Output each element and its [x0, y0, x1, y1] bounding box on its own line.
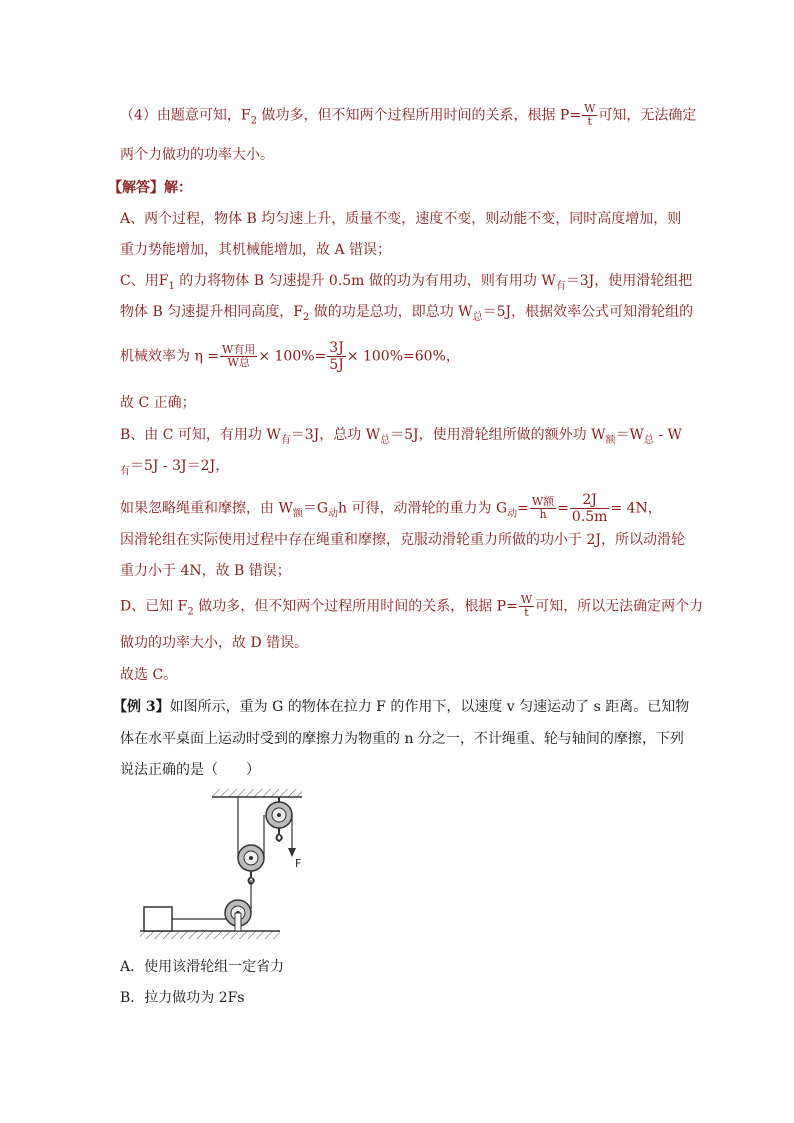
- option-d-line1: D、已知 $F_2$ 做功多，但不知两个过程所用时间的关系，根据 P= $\frac{W}{t}$ 可知，所以无法确定两个力: [120, 593, 704, 619]
- option-c-line4: 故 C 正确；: [120, 395, 196, 411]
- p4-line2: 两个力做功的功率大小。: [120, 147, 274, 163]
- answer-tag: 【解答】解：: [108, 180, 192, 196]
- p4-line1: （4）由题意可知，$F_2$ 做功多，但不知两个过程所用时间的关系，根据 P= $\frac{W}{t}$ 可知，无法确定: [120, 102, 697, 128]
- option-a-line2: 重力势能增加，其机械能增加，故 A 错误；: [120, 242, 392, 258]
- choice-a: A．使用该滑轮组一定省力: [120, 959, 285, 975]
- example3-line1: 【例 3】如图所示，重为 G 的物体在拉力 F 的作用下，以速度 v 匀速运动了 s 距离。已知物: [113, 699, 690, 715]
- top-pulley: [266, 797, 292, 841]
- option-c-line1: C、用$F_1$ 的力将物体 B 匀速提升 0.5m 做的功为有用功，则有用功 $W_有=3J$，使用滑轮组把: [120, 273, 693, 292]
- fraction-wextra-over-h: $\frac{\text{W额}}{h}$: [531, 495, 555, 521]
- option-c-line2: 物体 B 匀速提升相同高度，$F_2$ 做的功是总功，即总功 $W_总=5J$，根据效率公式可知滑轮组的: [120, 304, 694, 323]
- option-a-line1: A、两个过程，物体 B 均匀速上升，质量不变，速度不变，则动能不变，同时高度增加，则: [120, 211, 682, 227]
- pulley-figure: [130, 785, 310, 945]
- option-d-line2: 做功的功率大小，故 D 错误。: [120, 635, 309, 651]
- ground-pulley: [225, 900, 251, 931]
- option-b-line3: 如果忽略绳重和摩擦，由 $W_额=G_动h$ 可得，动滑轮的重力为 $G_动=$ $\frac{\text{W额}}{h}$ = $\frac{2J}{0.5m}$ = 4N，: [120, 492, 662, 525]
- block: [144, 907, 172, 931]
- choice-b: B．拉力做功为 2Fs: [120, 990, 245, 1006]
- example3-line2: 体在水平桌面上运动时受到的摩擦力为物重的 n 分之一，不计绳重、轮与轴间的摩擦，下列: [120, 731, 684, 747]
- option-b-line2: $_有$＝5J - 3J＝2J，: [120, 458, 230, 477]
- fraction-w-over-t-2: $\frac{W}{t}$: [520, 593, 533, 619]
- option-b-line1: B、由 C 可知，有用功 $W_有=3J$，总功 $W_总=5J$，使用滑轮组所做的额外功 $W_额=W_总 - W$: [120, 427, 682, 446]
- fraction-efficiency: $\frac{\text{W有用}}{\text{W总}}$: [222, 343, 256, 369]
- force-label: F: [295, 857, 302, 870]
- ground: [140, 931, 280, 939]
- option-b-line5: 重力小于 4N，故 B 错误；: [120, 563, 291, 579]
- ceiling: [212, 789, 302, 797]
- fraction-2j-05m: $\frac{2J}{0.5m}$: [571, 492, 608, 525]
- example3-line3: 说法正确的是（ ）: [120, 762, 260, 778]
- fraction-3j-5j: $\frac{3J}{5J}$: [329, 340, 344, 373]
- fraction-w-over-t: $\frac{W}{t}$: [584, 102, 596, 128]
- movable-pulley: [238, 845, 264, 884]
- option-b-line4: 因滑轮组在实际使用过程中存在绳重和摩擦，克服动滑轮重力所做的功小于 2J，所以动滑轮: [120, 532, 685, 548]
- choose-line: 故选 C。: [120, 667, 178, 683]
- option-c-line3: 机械效率为 η = $\frac{\text{W有用}}{\text{W总}}$ × 100%= $\frac{3J}{5J}$ × 100%=60%，: [120, 340, 460, 373]
